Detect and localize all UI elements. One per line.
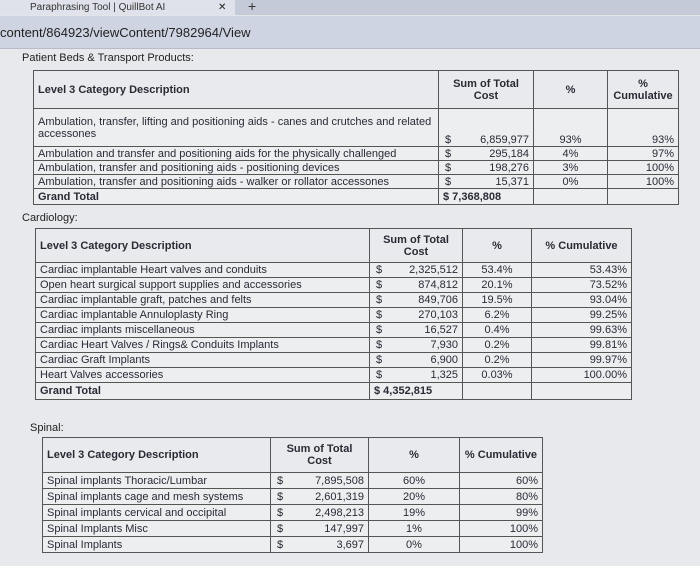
- percent-cumulative: 80%: [460, 489, 543, 505]
- cost-value: 3,697: [336, 538, 364, 551]
- category-description: Cardiac Graft Implants: [36, 353, 370, 368]
- category-description: Ambulation, transfer, lifting and positioning aids - canes and crutches and related accessones: [34, 109, 439, 147]
- section-caption-patient-beds: Patient Beds & Transport Products:: [22, 52, 194, 64]
- total-cost: [370, 368, 463, 383]
- table-row: [36, 293, 632, 308]
- percent-cumulative: 53.43%: [532, 263, 632, 278]
- percent: 93%: [534, 109, 608, 147]
- percent: 0.2%: [463, 353, 532, 368]
- category-description: Open heart surgical support supplies and accessories: [36, 278, 370, 293]
- cost-value: 2,601,319: [315, 490, 364, 503]
- percent: 0.2%: [463, 338, 532, 353]
- percent-cumulative: 100%: [608, 175, 679, 189]
- category-description: Cardiac Heart Valves / Rings& Conduits Implants: [36, 338, 370, 353]
- cost-value: 15,371: [495, 175, 529, 188]
- cardiology-table: [35, 228, 632, 400]
- currency-symbol: $: [445, 147, 452, 160]
- table-row: [36, 278, 632, 293]
- grand-total-label: Grand Total: [36, 383, 370, 400]
- category-description: Spinal Implants: [43, 537, 271, 553]
- browser-tab-bar: [0, 0, 700, 15]
- table-header-row: [34, 71, 679, 109]
- column-header[interactable]: Sum of Total Cost: [370, 229, 463, 263]
- table-row: [34, 147, 679, 161]
- table-row: [34, 109, 679, 147]
- cost-value: 849,706: [418, 294, 458, 306]
- column-header[interactable]: % Cumulative: [608, 71, 679, 109]
- cost-value: 6,859,977: [480, 134, 529, 146]
- cost-value: 874,812: [418, 279, 458, 291]
- total-cost: [271, 505, 369, 521]
- currency-symbol: $: [376, 339, 383, 351]
- percent: 60%: [369, 473, 460, 489]
- currency-symbol: $: [277, 490, 284, 503]
- total-cost: [271, 489, 369, 505]
- cost-value: 147,997: [324, 522, 364, 535]
- grand-total-value: $ 4,352,815: [370, 383, 463, 400]
- address-bar[interactable]: [0, 16, 700, 49]
- empty-cell: [608, 189, 679, 205]
- total-cost: [370, 278, 463, 293]
- table-row: [43, 473, 543, 489]
- total-cost: [271, 473, 369, 489]
- percent-cumulative: 100%: [460, 537, 543, 553]
- grand-total-value: $ 7,368,808: [439, 189, 534, 205]
- category-description: Ambulation, transfer and positioning aids - walker or rollator accessones: [34, 175, 439, 189]
- currency-symbol: $: [376, 324, 383, 336]
- category-description: Spinal implants cage and mesh systems: [43, 489, 271, 505]
- column-header[interactable]: % Cumulative: [532, 229, 632, 263]
- table-row: [36, 263, 632, 278]
- table-row: [43, 521, 543, 537]
- empty-cell: [534, 189, 608, 205]
- total-cost: [271, 521, 369, 537]
- cost-value: 2,325,512: [409, 264, 458, 276]
- percent-cumulative: 97%: [608, 147, 679, 161]
- percent: 20.1%: [463, 278, 532, 293]
- category-description: Cardiac implantable Annuloplasty Ring: [36, 308, 370, 323]
- percent-cumulative: 93.04%: [532, 293, 632, 308]
- category-description: Ambulation and transfer and positioning aids for the physically challenged: [34, 147, 439, 161]
- currency-symbol: $: [376, 309, 383, 321]
- percent: 0.03%: [463, 368, 532, 383]
- percent-cumulative: 99.81%: [532, 338, 632, 353]
- empty-cell: [532, 383, 632, 400]
- category-description: Cardiac implantable Heart valves and conduits: [36, 263, 370, 278]
- grand-total-label: Grand Total: [34, 189, 439, 205]
- total-cost: [439, 147, 534, 161]
- grand-total-row: [36, 383, 632, 400]
- percent-cumulative: 93%: [608, 109, 679, 147]
- percent-cumulative: 73.52%: [532, 278, 632, 293]
- total-cost: [370, 353, 463, 368]
- percent-cumulative: 100%: [608, 161, 679, 175]
- table-row: [36, 338, 632, 353]
- column-header[interactable]: %: [534, 71, 608, 109]
- cost-value: 295,184: [489, 147, 529, 160]
- total-cost: [439, 175, 534, 189]
- total-cost: [271, 537, 369, 553]
- table-row: [34, 175, 679, 189]
- tab-title: Paraphrasing Tool | QuillBot AI: [30, 2, 166, 13]
- section-caption-spinal: Spinal:: [30, 422, 64, 434]
- grand-total-row: [34, 189, 679, 205]
- column-header[interactable]: % Cumulative: [460, 438, 543, 473]
- table-header-row: [43, 438, 543, 473]
- column-header[interactable]: %: [463, 229, 532, 263]
- table-row: [43, 489, 543, 505]
- percent-cumulative: 100.00%: [532, 368, 632, 383]
- patient-beds-table: [33, 70, 679, 205]
- currency-symbol: $: [376, 369, 383, 381]
- table-row: [43, 537, 543, 553]
- column-header[interactable]: Sum of Total Cost: [439, 71, 534, 109]
- close-tab-icon[interactable]: ✕: [218, 2, 227, 13]
- new-tab-button[interactable]: +: [248, 0, 257, 14]
- empty-cell: [463, 383, 532, 400]
- column-header[interactable]: Sum of Total Cost: [271, 438, 369, 473]
- cost-value: 7,895,508: [315, 474, 364, 487]
- percent-cumulative: 99%: [460, 505, 543, 521]
- percent-cumulative: 99.25%: [532, 308, 632, 323]
- column-header[interactable]: Level 3 Category Description: [34, 71, 439, 109]
- percent: 1%: [369, 521, 460, 537]
- total-cost: [370, 308, 463, 323]
- table-header-row: [36, 229, 632, 263]
- cost-value: 2,498,213: [315, 506, 364, 519]
- total-cost: [370, 338, 463, 353]
- table-row: [36, 323, 632, 338]
- table-row: [36, 368, 632, 383]
- currency-symbol: $: [445, 134, 452, 146]
- column-header[interactable]: Level 3 Category Description: [36, 229, 370, 263]
- cost-value: 1,325: [430, 369, 458, 381]
- percent: 19.5%: [463, 293, 532, 308]
- currency-symbol: $: [376, 279, 383, 291]
- cost-value: 198,276: [489, 161, 529, 174]
- table-row: [34, 161, 679, 175]
- category-description: Ambulation, transfer and positioning aids - positioning devices: [34, 161, 439, 175]
- currency-symbol: $: [376, 354, 383, 366]
- category-description: Spinal implants cervical and occipital: [43, 505, 271, 521]
- percent: 0.4%: [463, 323, 532, 338]
- category-description: Heart Valves accessories: [36, 368, 370, 383]
- currency-symbol: $: [277, 522, 284, 535]
- percent: 0%: [369, 537, 460, 553]
- cost-value: 16,527: [424, 324, 458, 336]
- total-cost: [370, 293, 463, 308]
- currency-symbol: $: [376, 264, 383, 276]
- cost-value: 6,900: [430, 354, 458, 366]
- cost-value: 7,930: [430, 339, 458, 351]
- column-header[interactable]: Level 3 Category Description: [43, 438, 271, 473]
- total-cost: [439, 161, 534, 175]
- category-description: Spinal Implants Misc: [43, 521, 271, 537]
- percent: 0%: [534, 175, 608, 189]
- currency-symbol: $: [277, 474, 284, 487]
- percent: 19%: [369, 505, 460, 521]
- percent-cumulative: 99.63%: [532, 323, 632, 338]
- percent: 20%: [369, 489, 460, 505]
- currency-symbol: $: [376, 294, 383, 306]
- table-row: [36, 353, 632, 368]
- percent: 6.2%: [463, 308, 532, 323]
- currency-symbol: $: [445, 175, 452, 188]
- percent: 53.4%: [463, 263, 532, 278]
- total-cost: [439, 109, 534, 147]
- percent: 3%: [534, 161, 608, 175]
- percent: 4%: [534, 147, 608, 161]
- column-header[interactable]: %: [369, 438, 460, 473]
- category-description: Spinal implants Thoracic/Lumbar: [43, 473, 271, 489]
- percent-cumulative: 60%: [460, 473, 543, 489]
- currency-symbol: $: [277, 538, 284, 551]
- currency-symbol: $: [445, 161, 452, 174]
- total-cost: [370, 323, 463, 338]
- browser-tab[interactable]: [0, 0, 235, 15]
- section-caption-cardiology: Cardiology:: [22, 212, 78, 224]
- cost-value: 270,103: [418, 309, 458, 321]
- url-text[interactable]: content/864923/viewContent/7982964/View: [0, 25, 251, 40]
- total-cost: [370, 263, 463, 278]
- category-description: Cardiac implantable graft, patches and felts: [36, 293, 370, 308]
- spinal-table: [42, 437, 543, 553]
- category-description: Cardiac implants miscellaneous: [36, 323, 370, 338]
- percent-cumulative: 100%: [460, 521, 543, 537]
- currency-symbol: $: [277, 506, 284, 519]
- table-row: [43, 505, 543, 521]
- table-row: [36, 308, 632, 323]
- percent-cumulative: 99.97%: [532, 353, 632, 368]
